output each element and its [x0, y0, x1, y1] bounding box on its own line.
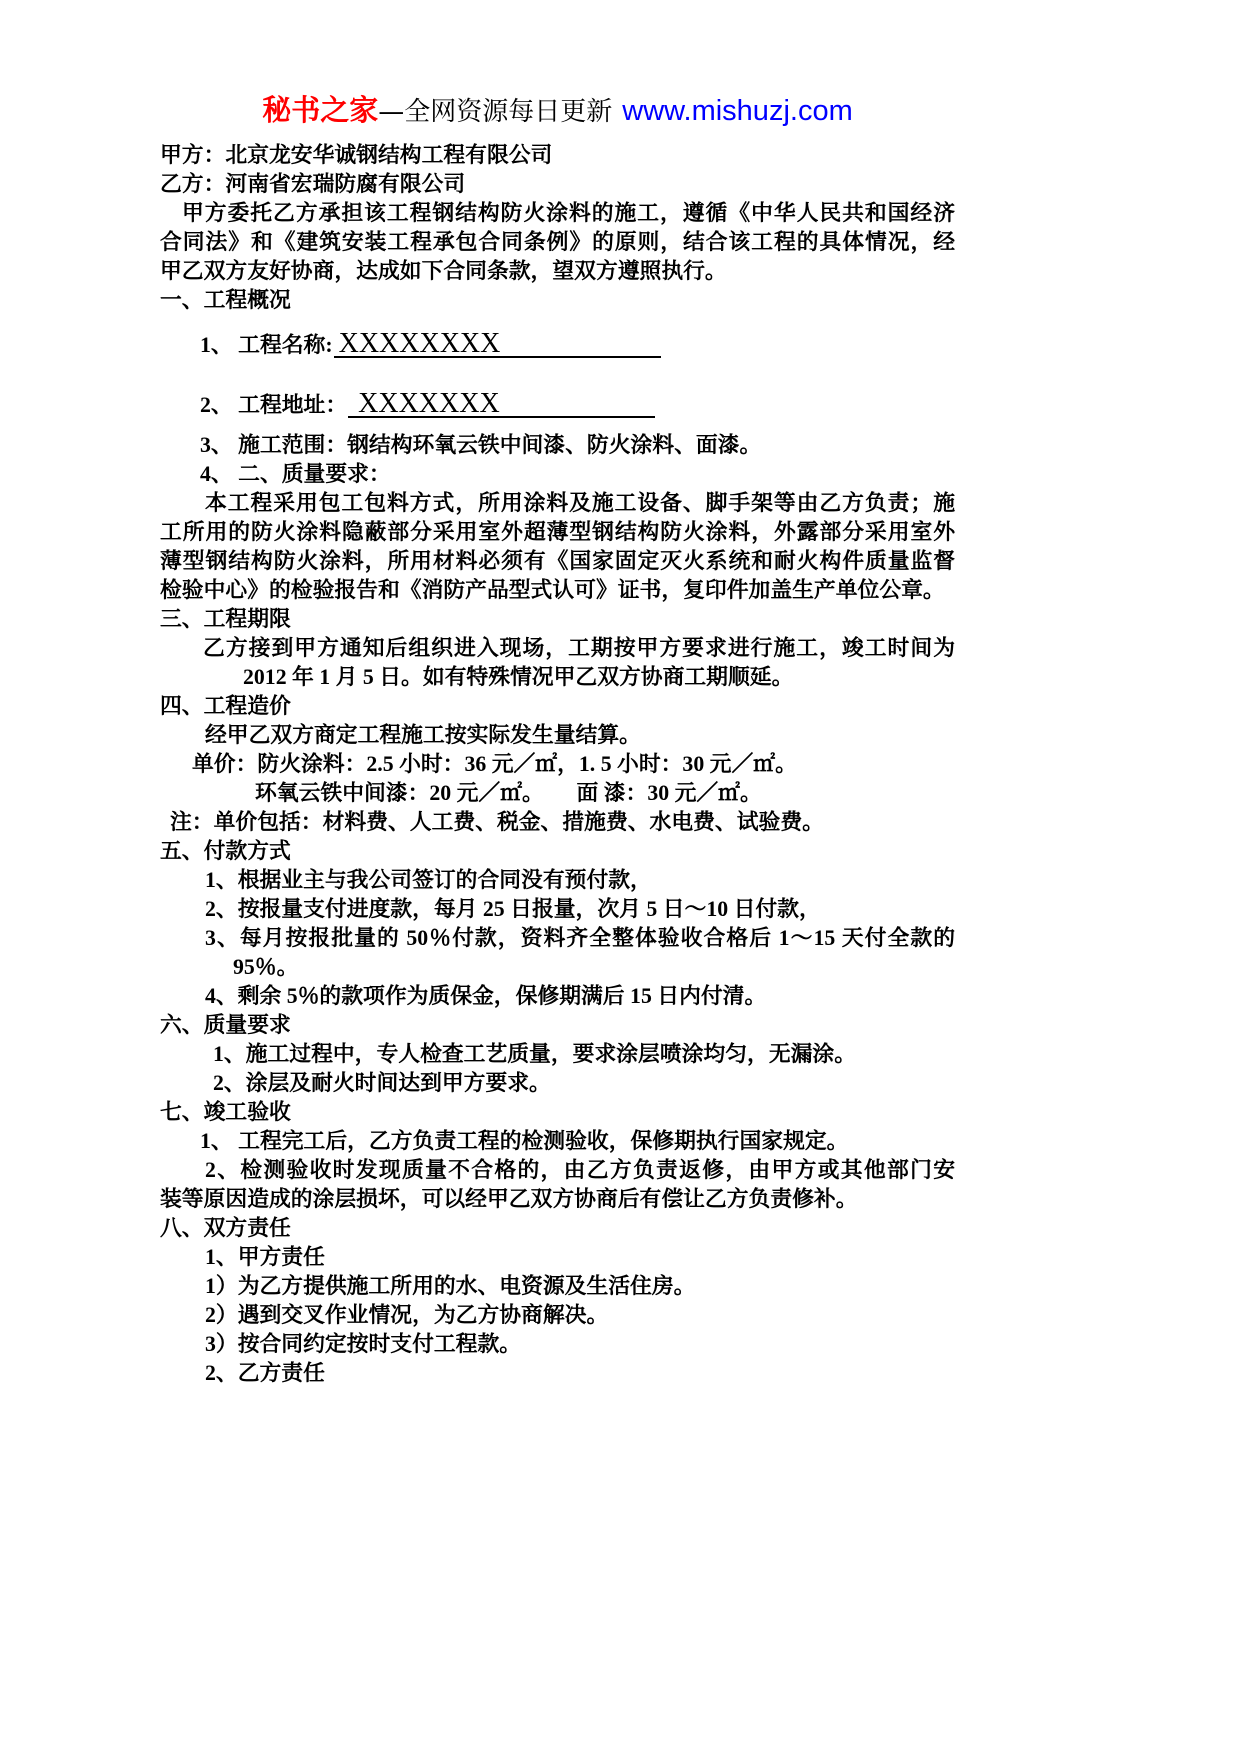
schedule-text-line: 2012 年 1 月 5 日。如有特殊情况甲乙双方协商工期顺延。: [243, 665, 794, 689]
banner-tagline: —全网资源每日更新: [378, 97, 613, 127]
quality-requirement-item: 1、施工过程中，专人检查工艺质量，要求涂层喷涂均匀，无漏涂。: [213, 1042, 857, 1066]
party-a-responsibility-item: 1）为乙方提供施工所用的水、电资源及生活住房。: [205, 1274, 696, 1298]
section-heading-overview: 一、工程概况: [160, 288, 291, 312]
quality-requirement-label: 4、 二、质量要求：: [200, 462, 391, 486]
cost-settlement-line: 经甲乙双方商定工程施工按实际发生量结算。: [205, 723, 641, 747]
section-heading-responsibilities: 八、双方责任: [160, 1216, 291, 1240]
section-heading-cost: 四、工程造价: [160, 694, 291, 718]
section-heading-quality: 六、质量要求: [160, 1013, 291, 1037]
project-address-label: 2、 工程地址：: [200, 393, 348, 417]
quality-text-line: 检验中心》的检验报告和《消防产品型式认可》证书，复印件加盖生产单位公章。: [160, 578, 945, 602]
party-a-responsibility-title: 1、甲方责任: [205, 1245, 325, 1269]
project-address-value: XXXXXXX: [358, 388, 500, 419]
preamble-line: 甲乙双方友好协商，达成如下合同条款，望双方遵照执行。: [160, 259, 727, 283]
site-url-link[interactable]: www.mishuzj.com: [622, 95, 853, 127]
project-address-row: [160, 388, 955, 420]
acceptance-item: 2、检测验收时发现质量不合格的，由乙方负责返修，由甲方或其他部门安: [205, 1158, 955, 1182]
unit-price-line: 环氧云铁中间漆：20 元／㎡。 面 漆：30 元／㎡。: [255, 781, 762, 805]
brand-name: 秘书之家: [262, 93, 379, 127]
unit-price-line: 单价：防火涂料：2.5 小时：36 元／㎡，1. 5 小时：30 元／㎡。: [192, 752, 797, 776]
project-name-field: [334, 328, 661, 359]
payment-item: 2、按报量支付进度款，每月 25 日报量，次月 5 日～10 日付款，: [205, 897, 821, 921]
section-heading-schedule: 三、工程期限: [160, 607, 291, 631]
party-a-responsibility-item: 3）按合同约定按时支付工程款。: [205, 1332, 522, 1356]
project-name-value: XXXXXXXX: [338, 328, 501, 359]
payment-item: 1、根据业主与我公司签订的合同没有预付款，: [205, 868, 652, 892]
quality-text-line: 本工程采用包工包料方式，所用涂料及施工设备、脚手架等由乙方负责；施: [205, 491, 955, 515]
contract-body: [160, 141, 955, 1388]
party-b-responsibility-title: 2、乙方责任: [205, 1361, 325, 1385]
site-banner: [160, 90, 955, 130]
section-heading-acceptance: 七、竣工验收: [160, 1100, 291, 1124]
quality-text-line: 薄型钢结构防火涂料，所用材料必须有《国家固定灭火系统和耐火构件质量监督: [160, 549, 955, 573]
schedule-text-line: 乙方接到甲方通知后组织进入现场，工期按甲方要求进行施工，竣工时间为: [203, 636, 955, 660]
project-name-row: [160, 328, 955, 360]
payment-item-continued: 95％。: [233, 955, 299, 979]
party-a-responsibility-item: 2）遇到交叉作业情况，为乙方协商解决。: [205, 1303, 609, 1327]
preamble-line: 合同法》和《建筑安装工程承包合同条例》的原则，结合该工程的具体情况，经: [160, 230, 955, 254]
project-name-label: 1、 工程名称:: [200, 333, 333, 357]
quality-requirement-item: 2、涂层及耐火时间达到甲方要求。: [213, 1071, 551, 1095]
project-address-field: [348, 388, 655, 419]
quality-text-line: 工所用的防火涂料隐蔽部分采用室外超薄型钢结构防火涂料，外露部分采用室外: [160, 520, 955, 544]
party-b-line: 乙方：河南省宏瑞防腐有限公司: [160, 172, 466, 196]
payment-item: 3、每月按报批量的 50％付款，资料齐全整体验收合格后 1～15 天付全款的: [205, 926, 955, 950]
preamble-line: 甲方委托乙方承担该工程钢结构防火涂料的施工，遵循《中华人民共和国经济: [182, 201, 955, 225]
unit-price-note: 注：单价包括：材料费、人工费、税金、措施费、水电费、试验费。: [170, 810, 824, 834]
party-a-line: 甲方：北京龙安华诚钢结构工程有限公司: [160, 143, 553, 167]
construction-scope-line: 3、 施工范围：钢结构环氧云铁中间漆、防火涂料、面漆。: [200, 433, 762, 457]
payment-item: 4、剩余 5％的款项作为质保金，保修期满后 15 日内付清。: [205, 984, 767, 1008]
acceptance-item: 1、 工程完工后，乙方负责工程的检测验收，保修期执行国家规定。: [200, 1129, 849, 1153]
section-heading-payment: 五、付款方式: [160, 839, 291, 863]
acceptance-item-continued: 装等原因造成的涂层损坏，可以经甲乙双方协商后有偿让乙方负责修补。: [160, 1187, 858, 1211]
